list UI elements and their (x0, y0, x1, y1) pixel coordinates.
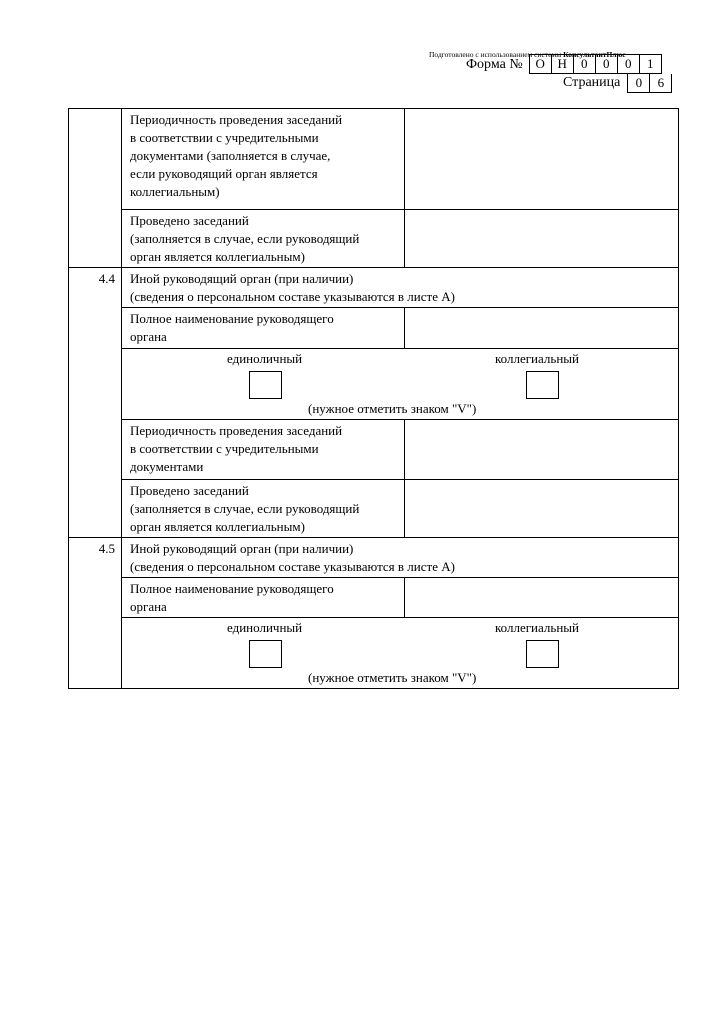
meetings-held-value-field[interactable] (405, 480, 679, 538)
meetings-held-label: Проведено заседаний (заполняется в случае, если руководящий орган является коллегиальным) (122, 210, 405, 268)
form-code-cell: О (530, 55, 552, 73)
table-row (69, 268, 679, 308)
periodicity-value-field[interactable] (405, 420, 679, 480)
row-number-cell (69, 109, 122, 268)
table-row (69, 210, 679, 268)
consultant-plus-watermark: Подготовлено с использованием системы КонсультантПлюс (429, 50, 626, 59)
periodicity-value-field[interactable] (405, 109, 679, 210)
table-row (69, 109, 679, 210)
full-name-value-field[interactable] (405, 578, 679, 618)
table-row (69, 578, 679, 618)
meetings-held-label: Проведено заседаний (заполняется в случае, если руководящий орган является коллегиальным) (122, 480, 405, 538)
page-number-cell: 6 (650, 74, 672, 92)
page-number-cell: 0 (628, 74, 650, 92)
section-title: Иной руководящий орган (при наличии) (сведения о персональном составе указываются в листе А) (122, 538, 679, 578)
page-number-label: Страница (563, 75, 621, 90)
collegial-checkbox[interactable] (526, 640, 559, 668)
table-row (69, 480, 679, 538)
form-code-cell: Н (552, 55, 574, 73)
page-number-row (563, 74, 672, 92)
section-title: Иной руководящий орган (при наличии) (сведения о персональном составе указываются в листе А) (122, 268, 679, 308)
form-code-cell: 0 (574, 55, 596, 73)
form-code-cells (529, 54, 662, 74)
full-name-label: Полное наименование руководящего органа (122, 578, 405, 618)
full-name-value-field[interactable] (405, 308, 679, 349)
table-row (69, 349, 679, 420)
body-type-choice (122, 349, 679, 420)
section-number: 4.4 (69, 268, 122, 538)
form-code-cell: 0 (618, 55, 640, 73)
periodicity-label: Периодичность проведения заседаний в соответствии с учредительными документами (122, 420, 405, 480)
sole-option-label: единоличный (227, 620, 303, 635)
body-type-choice (122, 618, 679, 689)
collegial-option-label: коллегиальный (495, 351, 579, 366)
table-row (69, 618, 679, 689)
sole-checkbox[interactable] (249, 371, 282, 399)
form-number-label: Форма № (466, 57, 523, 72)
collegial-option-label: коллегиальный (495, 620, 579, 635)
mark-instruction: (нужное отметить знаком "V") (308, 401, 477, 416)
table-row (69, 538, 679, 578)
governing-bodies-table (68, 108, 679, 689)
table-row (69, 308, 679, 349)
meetings-held-value-field[interactable] (405, 210, 679, 268)
table-row (69, 420, 679, 480)
collegial-checkbox[interactable] (526, 371, 559, 399)
periodicity-label: Периодичность проведения заседаний в соответствии с учредительными документами (заполняется в случае, если руководящий орган является коллегиальным) (122, 109, 405, 210)
sole-option-label: единоличный (227, 351, 303, 366)
section-number: 4.5 (69, 538, 122, 689)
sole-checkbox[interactable] (249, 640, 282, 668)
form-number-row (466, 55, 662, 74)
full-name-label: Полное наименование руководящего органа (122, 308, 405, 349)
form-code-cell: 0 (596, 55, 618, 73)
mark-instruction: (нужное отметить знаком "V") (308, 670, 477, 685)
form-code-cell: 1 (640, 55, 662, 73)
page-number-cells (627, 74, 672, 93)
